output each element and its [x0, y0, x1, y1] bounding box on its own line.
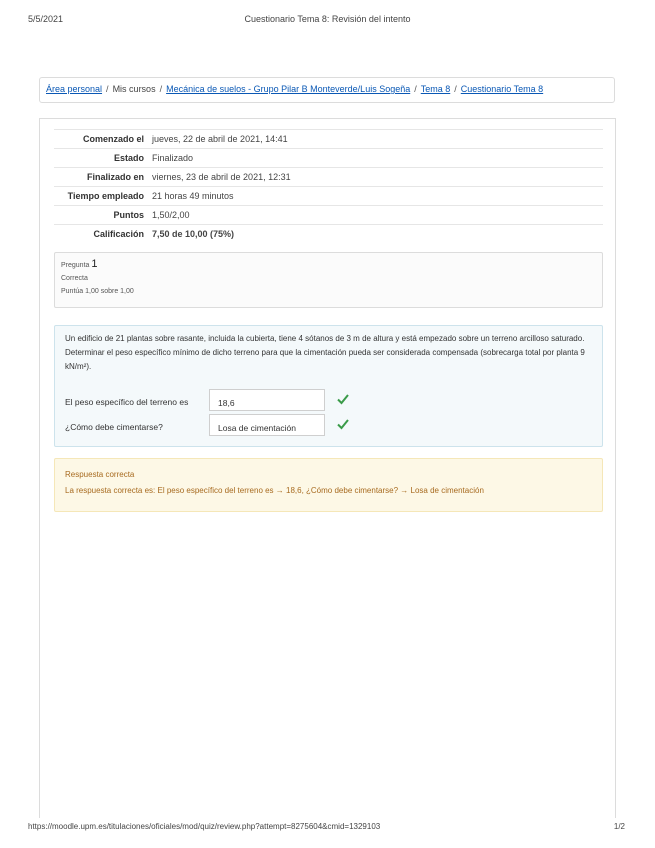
question-content [54, 325, 603, 447]
breadcrumb-item-tema[interactable]: Tema 8 [420, 84, 451, 94]
breadcrumb-item-area-personal[interactable]: Área personal [46, 84, 103, 94]
breadcrumb-separator: / [106, 84, 109, 94]
summary-row [54, 225, 603, 244]
correct-check-icon [337, 417, 349, 431]
summary-row [54, 130, 603, 149]
answer-label: ¿Cómo debe cimentarse? [65, 422, 163, 432]
breadcrumb-item-mis-cursos: Mis cursos [112, 84, 156, 94]
summary-value: 21 horas 49 minutos [148, 187, 603, 206]
question-prefix: Pregunta [61, 262, 90, 269]
summary-label: Puntos [54, 206, 148, 225]
breadcrumb-separator: / [159, 84, 163, 94]
feedback-box [54, 458, 603, 512]
summary-value: 7,50 de 10,00 (75%) [148, 225, 603, 244]
attempt-summary-table [54, 129, 603, 243]
print-url: https://moodle.upm.es/titulaciones/oficiales/mod/quiz/review.php?attempt=8275604&cmid=1329103 [28, 822, 381, 831]
question-grade: Puntúa 1,00 sobre 1,00 [61, 288, 134, 295]
summary-row [54, 168, 603, 187]
breadcrumb-item-quiz[interactable]: Cuestionario Tema 8 [460, 84, 544, 94]
summary-value: Finalizado [148, 149, 603, 168]
feedback-title: Respuesta correcta [65, 470, 135, 479]
summary-row [54, 187, 603, 206]
summary-value: viernes, 23 de abril de 2021, 12:31 [148, 168, 603, 187]
summary-value: jueves, 22 de abril de 2021, 14:41 [148, 130, 603, 149]
print-title: Cuestionario Tema 8: Revisión del intento [244, 14, 411, 24]
breadcrumb-separator: / [454, 84, 457, 94]
summary-label: Comenzado el [54, 130, 148, 149]
print-date: 5/5/2021 [28, 14, 64, 24]
summary-label: Estado [54, 149, 148, 168]
question-num: 1 [91, 258, 98, 270]
summary-label: Calificación [54, 225, 148, 244]
answer-select-cimentacion[interactable]: Losa de cimentación [209, 414, 325, 436]
breadcrumb [39, 77, 615, 103]
summary-row [54, 149, 603, 168]
summary-row [54, 206, 603, 225]
question-info [54, 252, 603, 308]
breadcrumb-separator: / [414, 84, 417, 94]
answer-select-peso[interactable]: 18,6 [209, 389, 325, 411]
print-page-number: 1/2 [613, 822, 625, 831]
question-number [61, 258, 596, 272]
answer-label: El peso específico del terreno es [65, 397, 189, 407]
question-text: Un edificio de 21 plantas sobre rasante, incluida la cubierta, tiene 4 sótanos de 3 m de altura y está empezado sobre un terreno arcilloso saturado. Determinar el peso específico mínimo de dicho terreno para que la cimentación pueda ser considerada compensada (sobrecarga total por planta 9 kN/m²). [65, 334, 585, 371]
summary-value: 1,50/2,00 [148, 206, 603, 225]
feedback-text: La respuesta correcta es: El peso específico del terreno es → 18,6, ¿Cómo debe cimentarse? → Losa de cimentación [65, 486, 484, 495]
summary-label: Finalizado en [54, 168, 148, 187]
breadcrumb-item-course[interactable]: Mecánica de suelos - Grupo Pilar B Monteverde/Luis Sogeña [166, 84, 411, 94]
summary-label: Tiempo empleado [54, 187, 148, 206]
correct-check-icon [337, 392, 349, 406]
question-state: Correcta [61, 275, 88, 282]
